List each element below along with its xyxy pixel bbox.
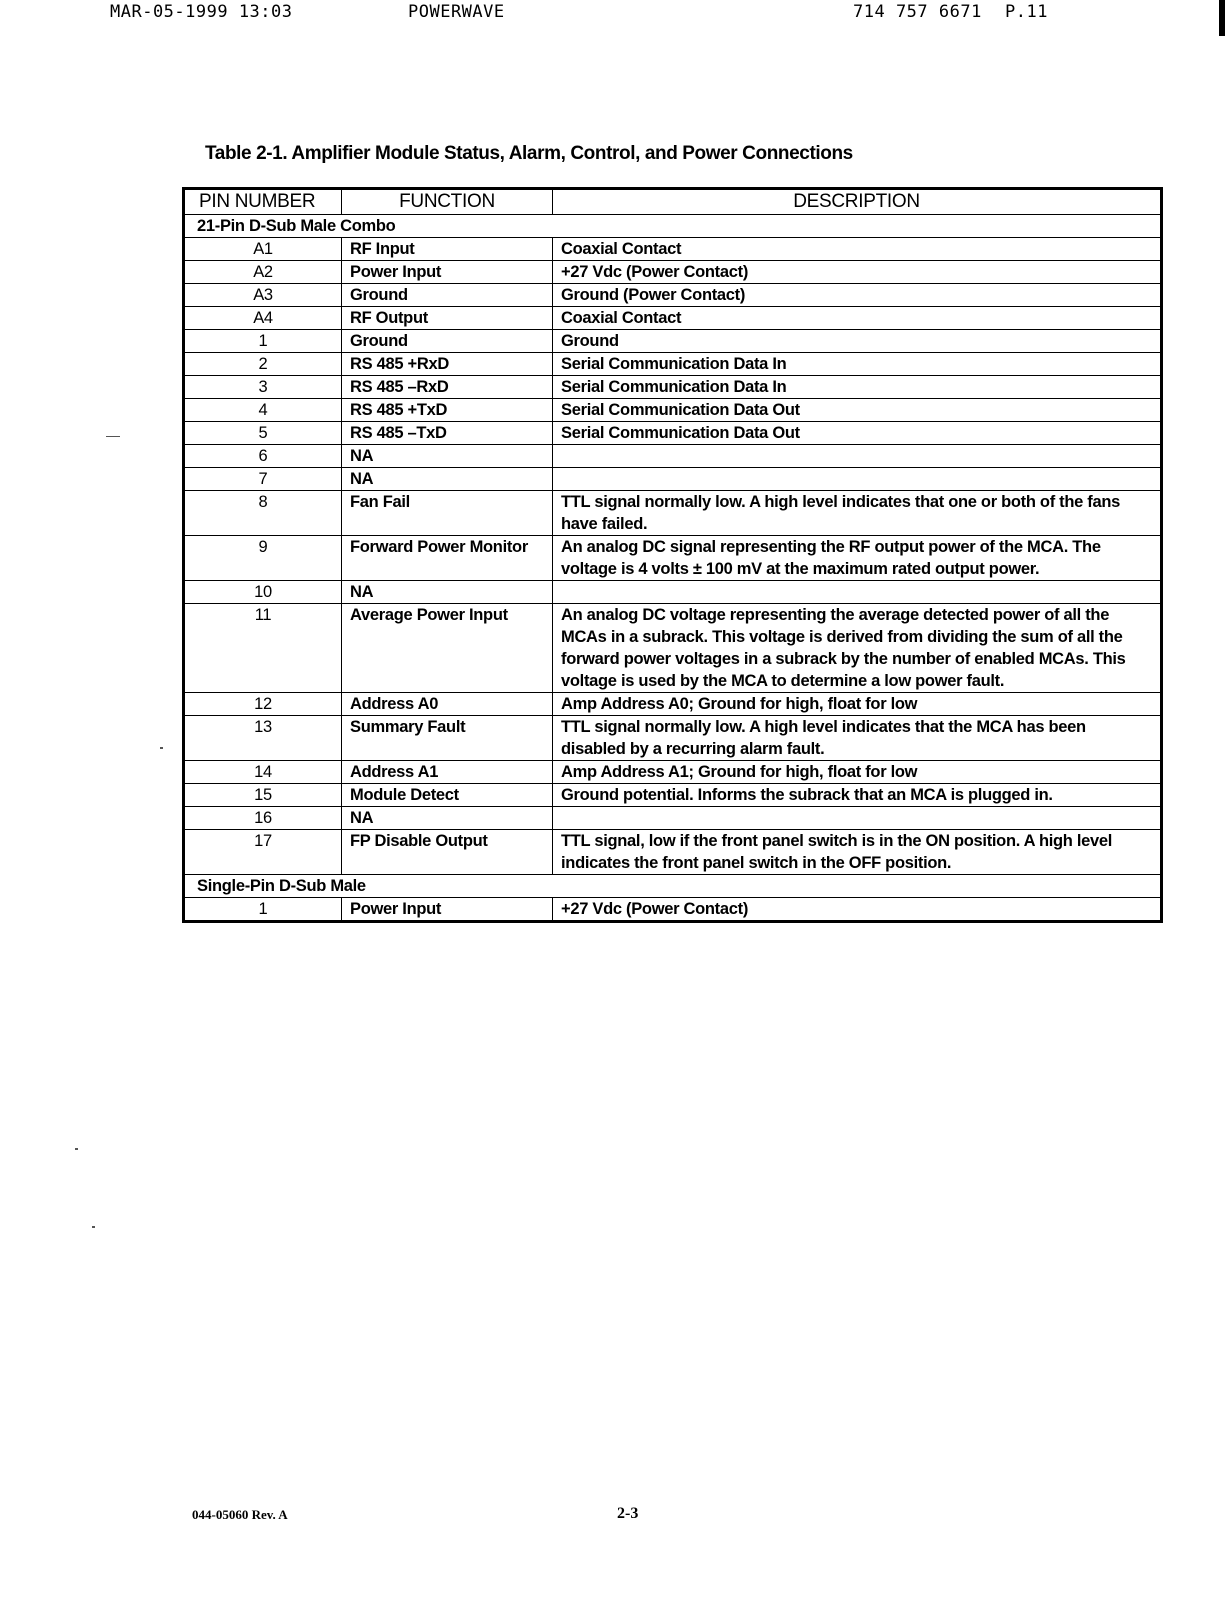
pin-cell: 17 — [184, 830, 342, 875]
table-row — [184, 261, 1162, 284]
pin-cell: A3 — [184, 284, 342, 307]
fax-header — [0, 2, 1225, 26]
section-title: 21-Pin D-Sub Male Combo — [184, 215, 1162, 238]
description-cell: Coaxial Contact — [553, 307, 1162, 330]
description-cell: +27 Vdc (Power Contact) — [553, 898, 1162, 922]
fax-phone: 714 757 6671 — [853, 2, 982, 22]
fax-sender: POWERWAVE — [408, 2, 505, 22]
function-cell: Module Detect — [342, 784, 553, 807]
function-cell: NA — [342, 468, 553, 491]
description-cell: An analog DC signal representing the RF output power of the MCA. The voltage is 4 volts ± 100 mV at the maximum rated output power. — [553, 536, 1162, 581]
pin-cell: 5 — [184, 422, 342, 445]
description-cell: Ground potential. Informs the subrack that an MCA is plugged in. — [553, 784, 1162, 807]
function-cell: NA — [342, 445, 553, 468]
pin-cell: 12 — [184, 693, 342, 716]
description-cell — [553, 807, 1162, 830]
function-cell: NA — [342, 807, 553, 830]
table-body — [184, 215, 1162, 922]
pin-cell: 10 — [184, 581, 342, 604]
fax-date-time: MAR-05-1999 13:03 — [110, 2, 293, 22]
scan-speckle — [160, 747, 163, 749]
fax-page: P.11 — [1005, 2, 1048, 22]
pin-cell: 9 — [184, 536, 342, 581]
pin-cell: 2 — [184, 353, 342, 376]
description-cell: Serial Communication Data Out — [553, 422, 1162, 445]
table-row — [184, 468, 1162, 491]
pin-cell: 8 — [184, 491, 342, 536]
function-cell: FP Disable Output — [342, 830, 553, 875]
pin-cell: 16 — [184, 807, 342, 830]
table-row — [184, 445, 1162, 468]
table-row — [184, 716, 1162, 761]
table-header-row — [184, 189, 1162, 215]
description-cell: An analog DC voltage representing the average detected power of all the MCAs in a subrack. This voltage is derived from dividing the sum of all the forward power voltages in a subrack by the number of enabled MCAs. This voltage is used by the MCA to determine a low power fault. — [553, 604, 1162, 693]
description-cell: TTL signal, low if the front panel switch is in the ON position. A high level indicates the front panel switch in the OFF position. — [553, 830, 1162, 875]
table-row — [184, 536, 1162, 581]
description-cell — [553, 581, 1162, 604]
table-row — [184, 581, 1162, 604]
function-cell: Address A1 — [342, 761, 553, 784]
description-cell: Serial Communication Data Out — [553, 399, 1162, 422]
footer-doc-number: 044-05060 Rev. A — [192, 1507, 288, 1522]
pin-cell: A1 — [184, 238, 342, 261]
column-header-pin: PIN NUMBER — [184, 189, 342, 215]
scan-speckle — [106, 436, 120, 437]
table-title: Table 2-1. Amplifier Module Status, Alarm, Control, and Power Connections — [205, 143, 853, 164]
pin-cell: 3 — [184, 376, 342, 399]
description-cell: Serial Communication Data In — [553, 353, 1162, 376]
table-row — [184, 376, 1162, 399]
column-header-function: FUNCTION — [342, 189, 553, 215]
footer-page-number: 2-3 — [617, 1505, 639, 1522]
pin-cell: 13 — [184, 716, 342, 761]
function-cell: RS 485 –TxD — [342, 422, 553, 445]
pin-cell: 14 — [184, 761, 342, 784]
description-cell: Serial Communication Data In — [553, 376, 1162, 399]
section-title: Single-Pin D-Sub Male — [184, 875, 1162, 898]
function-cell: Ground — [342, 284, 553, 307]
function-cell: Power Input — [342, 898, 553, 922]
description-cell: +27 Vdc (Power Contact) — [553, 261, 1162, 284]
table-row — [184, 238, 1162, 261]
table-row — [184, 399, 1162, 422]
function-cell: RF Output — [342, 307, 553, 330]
table-row — [184, 604, 1162, 693]
section-row — [184, 875, 1162, 898]
pin-cell: 15 — [184, 784, 342, 807]
function-cell: RS 485 –RxD — [342, 376, 553, 399]
description-cell: Ground (Power Contact) — [553, 284, 1162, 307]
pin-cell: 1 — [184, 330, 342, 353]
scan-speckle — [92, 1226, 95, 1228]
table-row — [184, 830, 1162, 875]
description-cell: Ground — [553, 330, 1162, 353]
pin-connection-table — [182, 187, 1163, 923]
function-cell: Power Input — [342, 261, 553, 284]
pin-cell: 6 — [184, 445, 342, 468]
table-row — [184, 784, 1162, 807]
function-cell: Ground — [342, 330, 553, 353]
function-cell: RF Input — [342, 238, 553, 261]
table-row — [184, 353, 1162, 376]
function-cell: Address A0 — [342, 693, 553, 716]
pin-cell: A2 — [184, 261, 342, 284]
function-cell: NA — [342, 581, 553, 604]
fax-edge-mark — [1219, 0, 1225, 36]
table-row — [184, 491, 1162, 536]
function-cell: Fan Fail — [342, 491, 553, 536]
function-cell: Forward Power Monitor — [342, 536, 553, 581]
description-cell: TTL signal normally low. A high level indicates that one or both of the fans have failed. — [553, 491, 1162, 536]
section-row — [184, 215, 1162, 238]
pin-cell: 1 — [184, 898, 342, 922]
function-cell: RS 485 +TxD — [342, 399, 553, 422]
table-row — [184, 693, 1162, 716]
description-cell — [553, 468, 1162, 491]
table-row — [184, 761, 1162, 784]
description-cell: TTL signal normally low. A high level indicates that the MCA has been disabled by a recurring alarm fault. — [553, 716, 1162, 761]
table-row — [184, 307, 1162, 330]
column-header-description: DESCRIPTION — [553, 189, 1162, 215]
table-row — [184, 330, 1162, 353]
pin-cell: 4 — [184, 399, 342, 422]
function-cell: Average Power Input — [342, 604, 553, 693]
pin-cell: A4 — [184, 307, 342, 330]
function-cell: RS 485 +RxD — [342, 353, 553, 376]
description-cell: Amp Address A0; Ground for high, float for low — [553, 693, 1162, 716]
description-cell: Amp Address A1; Ground for high, float for low — [553, 761, 1162, 784]
table-row — [184, 807, 1162, 830]
description-cell: Coaxial Contact — [553, 238, 1162, 261]
table-row — [184, 422, 1162, 445]
pin-cell: 7 — [184, 468, 342, 491]
table-row — [184, 284, 1162, 307]
table-row — [184, 898, 1162, 922]
function-cell: Summary Fault — [342, 716, 553, 761]
description-cell — [553, 445, 1162, 468]
pin-cell: 11 — [184, 604, 342, 693]
scan-speckle — [75, 1148, 78, 1150]
